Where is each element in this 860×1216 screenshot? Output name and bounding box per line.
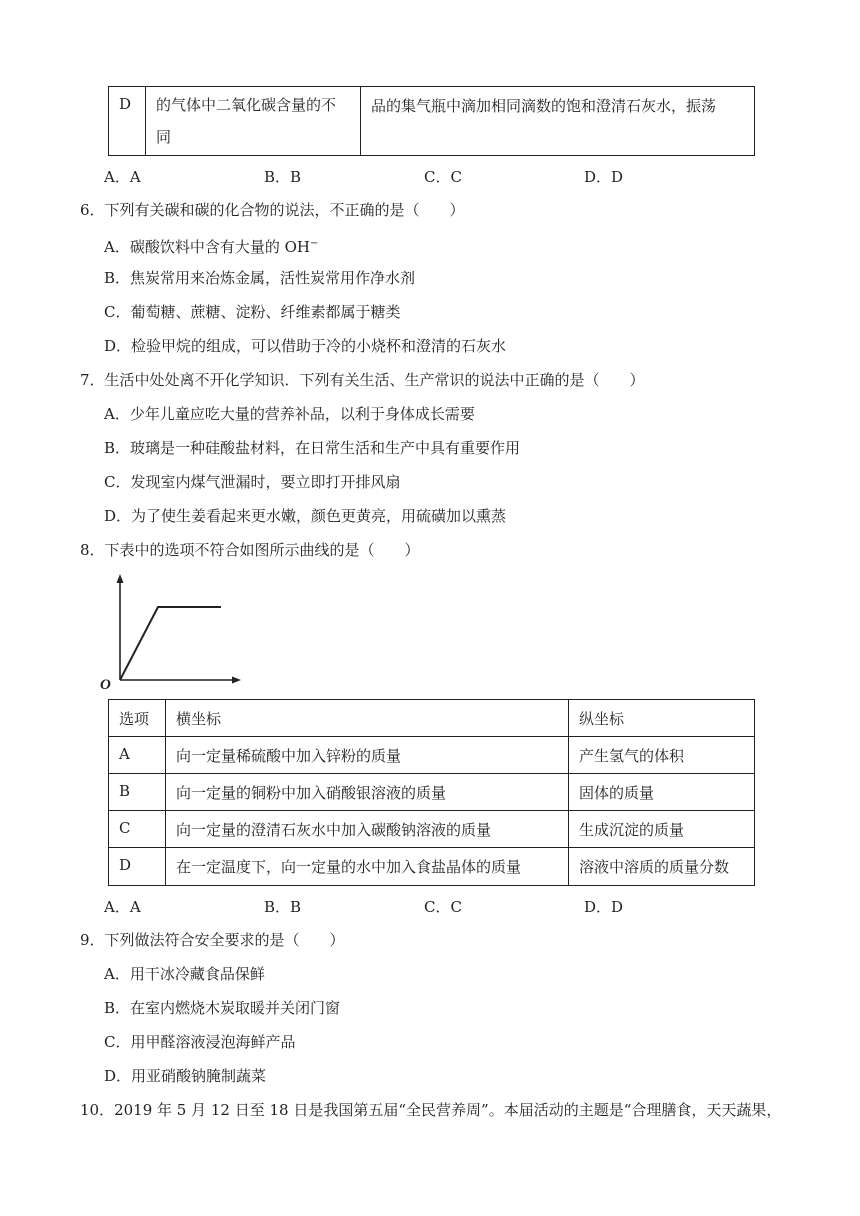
graph-x-arrow bbox=[232, 677, 241, 684]
q6-option-c[interactable]: C．葡萄糖、蔗糖、淀粉、纤维素都属于糖类 bbox=[104, 303, 401, 321]
q8-row-c-x: 向一定量的澄清石灰水中加入碳酸钠溶液的质量 bbox=[166, 811, 569, 848]
q5-row-label: D bbox=[109, 87, 146, 156]
q8-row-a-y: 产生氢气的体积 bbox=[569, 737, 755, 774]
table-row bbox=[109, 737, 755, 774]
q9-option-a[interactable]: A．用干冰冷藏食品保鲜 bbox=[104, 965, 265, 983]
q8-option-c[interactable]: C．C bbox=[424, 898, 462, 916]
q7-option-c[interactable]: C．发现室内煤气泄漏时，要立即打开排风扇 bbox=[104, 473, 401, 491]
q9-option-d[interactable]: D．用亚硝酸钠腌制蔬菜 bbox=[104, 1067, 267, 1085]
q9-option-b[interactable]: B．在室内燃烧木炭取暖并关闭门窗 bbox=[104, 999, 341, 1017]
q8-option-a[interactable]: A．A bbox=[104, 898, 141, 916]
graph-origin-label: O bbox=[100, 677, 111, 692]
q5-option-d[interactable]: D．D bbox=[584, 168, 624, 186]
q7-option-b[interactable]: B．玻璃是一种硅酸盐材料，在日常生活和生产中具有重要作用 bbox=[104, 439, 521, 457]
q8-row-c-y: 生成沉淀的质量 bbox=[569, 811, 755, 848]
q5-row-description: 的气体中二氧化碳含量的不 同 bbox=[146, 87, 361, 156]
q8-option-b[interactable]: B．B bbox=[264, 898, 302, 916]
q8-table bbox=[108, 699, 755, 886]
q8-row-b-x: 向一定量的铜粉中加入硝酸银溶液的质量 bbox=[166, 774, 569, 811]
q8-row-c-option: C bbox=[109, 811, 166, 848]
q5-option-a[interactable]: A．A bbox=[104, 168, 141, 186]
q8-option-d[interactable]: D．D bbox=[584, 898, 624, 916]
q8-row-a-option: A bbox=[109, 737, 166, 774]
table-row bbox=[109, 848, 755, 886]
q7-option-d[interactable]: D．为了使生姜看起来更水嫩，颜色更黄亮，用硫磺加以熏蒸 bbox=[104, 507, 507, 525]
table-row bbox=[109, 811, 755, 848]
graph-y-arrow bbox=[117, 574, 124, 583]
q8-row-b-y: 固体的质量 bbox=[569, 774, 755, 811]
q8-curve-graph bbox=[96, 570, 246, 692]
q8-row-b-option: B bbox=[109, 774, 166, 811]
q8-row-d-option: D bbox=[109, 848, 166, 886]
q9-option-c[interactable]: C．用甲醛溶液浸泡海鲜产品 bbox=[104, 1033, 296, 1051]
q5-row-operation: 品的集气瓶中滴加相同滴数的饱和澄清石灰水，振荡 bbox=[361, 87, 755, 156]
table-row bbox=[109, 774, 755, 811]
q8-row-a-x: 向一定量稀硫酸中加入锌粉的质量 bbox=[166, 737, 569, 774]
q10-stem: 10．2019 年 5 月 12 日至 18 日是我国第五届“全民营养周”。本届活动的主题是“合理膳食，天天蔬果， bbox=[80, 1101, 782, 1119]
q6-option-a[interactable]: A．碳酸饮料中含有大量的 OH− bbox=[104, 238, 319, 256]
q8-row-d-y: 溶液中溶质的质量分数 bbox=[569, 848, 755, 886]
graph-curve bbox=[120, 607, 221, 680]
q6-option-b[interactable]: B．焦炭常用来冶炼金属，活性炭常用作净水剂 bbox=[104, 269, 416, 287]
q8-stem: 8．下表中的选项不符合如图所示曲线的是（ ） bbox=[80, 541, 420, 559]
q7-stem: 7．生活中处处离不开化学知识．下列有关生活、生产常识的说法中正确的是（ ） bbox=[80, 371, 645, 389]
q8-header-x: 横坐标 bbox=[166, 700, 569, 737]
q6-option-d[interactable]: D．检验甲烷的组成，可以借助于冷的小烧杯和澄清的石灰水 bbox=[104, 337, 507, 355]
q5-options bbox=[104, 166, 744, 187]
q5-option-b[interactable]: B．B bbox=[264, 168, 302, 186]
q8-options bbox=[104, 896, 744, 917]
q8-header-option: 选项 bbox=[109, 700, 166, 737]
q5-option-c[interactable]: C．C bbox=[424, 168, 462, 186]
q8-row-d-x: 在一定温度下，向一定量的水中加入食盐晶体的质量 bbox=[166, 848, 569, 886]
q5-table-tail bbox=[108, 86, 755, 156]
q7-option-a[interactable]: A．少年儿童应吃大量的营养补品，以利于身体成长需要 bbox=[104, 405, 475, 423]
q6-stem: 6．下列有关碳和碳的化合物的说法，不正确的是（ ） bbox=[80, 201, 465, 219]
q9-stem: 9．下列做法符合安全要求的是（ ） bbox=[80, 931, 345, 949]
q8-header-y: 纵坐标 bbox=[569, 700, 755, 737]
